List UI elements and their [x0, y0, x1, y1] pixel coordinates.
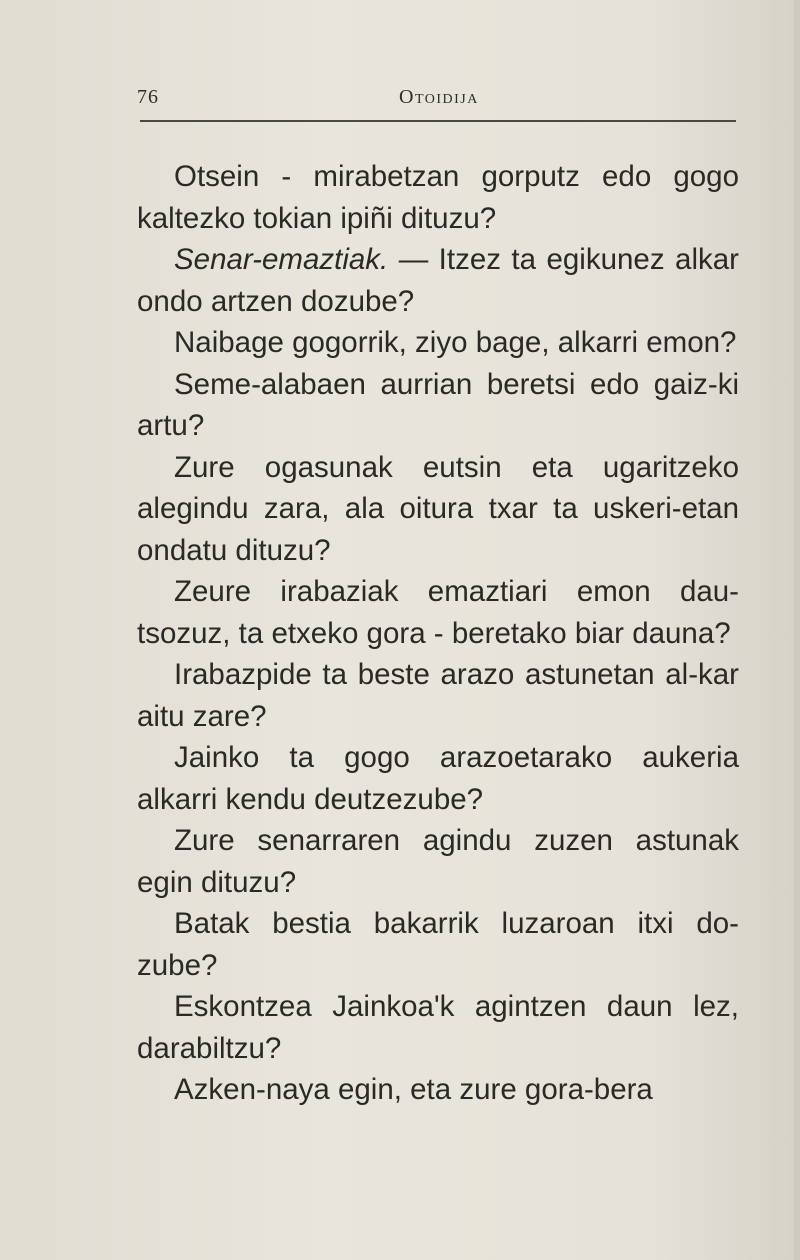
paragraph: [137, 156, 739, 239]
paragraph-text: Zure senarraren agindu zuzen astunak egin dituzu?: [137, 824, 739, 899]
body-text: [137, 156, 739, 1111]
paragraph: [137, 820, 739, 903]
paragraph-text: Zeure irabaziak emaztiari emon dau-tsozuz, ta etxeko gora - beretako biar dauna?: [137, 575, 739, 650]
paragraph-text: Azken-naya egin, eta zure gora-bera: [174, 1073, 653, 1106]
paragraph-lead: Senar-emaztiak.: [174, 243, 389, 276]
paragraph: [137, 364, 739, 447]
paragraph: [137, 447, 739, 572]
paragraph: [137, 986, 739, 1069]
paragraph: [137, 239, 739, 322]
paragraph: [137, 1069, 739, 1111]
paragraph-text: Seme-alabaen aurrian beretsi edo gaiz-ki artu?: [137, 367, 739, 442]
paragraph: [137, 322, 739, 364]
page-number: 76: [137, 86, 159, 108]
running-head: Otoidija: [399, 86, 479, 108]
page-edge: [794, 0, 800, 1260]
paragraph-text: Jainko ta gogo arazoetarako aukeria alkarri kendu deutzezube?: [137, 741, 739, 816]
paragraph-text: — Itzez ta egikunez alkar ondo artzen dozube?: [137, 243, 739, 318]
paragraph-text: Otsein - mirabetzan gorputz edo gogo kaltezko tokian ipiñi dituzu?: [137, 160, 739, 235]
paragraph-text: Batak bestia bakarrik luzaroan itxi do-zube?: [137, 907, 739, 982]
paragraph-text: Eskontzea Jainkoa'k agintzen daun lez, darabiltzu?: [137, 990, 739, 1065]
paragraph-text: Zure ogasunak eutsin eta ugaritzeko alegindu zara, ala oitura txar ta uskeri-etan ondatu dituzu?: [137, 450, 739, 567]
paragraph: [137, 737, 739, 820]
paragraph-text: Irabazpide ta beste arazo astunetan al-kar aitu zare?: [137, 658, 739, 733]
paragraph: [137, 654, 739, 737]
page-header: [137, 84, 737, 118]
header-rule: [140, 120, 736, 122]
paragraph: [137, 903, 739, 986]
paragraph-text: Naibage gogorrik, ziyo bage, alkarri emon?: [174, 326, 737, 359]
paragraph: [137, 571, 739, 654]
